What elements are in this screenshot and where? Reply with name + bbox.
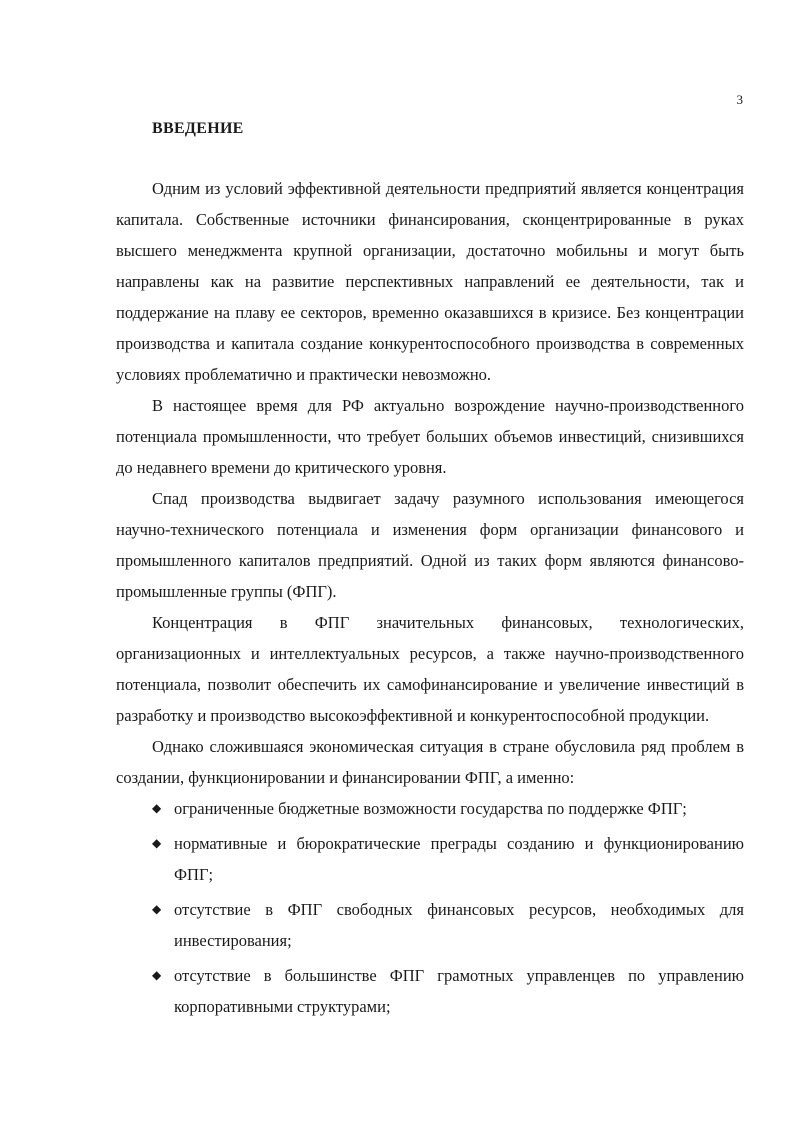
paragraph: Спад производства выдвигает задачу разумного использования имеющегося научно-технического потенциала и изменения форм организации финансового и промышленного капиталов предприятий. Одной из таких форм являются финансово-промышленные группы (ФПГ).	[116, 489, 744, 601]
list-item-text: отсутствие в большинстве ФПГ грамотных управленцев по управлению корпоративными структурами;	[174, 966, 744, 1016]
list-item-text: отсутствие в ФПГ свободных финансовых ресурсов, необходимых для инвестирования;	[174, 900, 744, 950]
list-item	[116, 960, 744, 1022]
list-item	[116, 828, 744, 890]
diamond-bullet-icon: ◆	[152, 902, 162, 916]
page-number: 3	[736, 92, 743, 107]
diamond-bullet-icon: ◆	[152, 801, 162, 815]
bullet-list	[116, 793, 744, 1022]
paragraph: В настоящее время для РФ актуально возрождение научно-производственного потенциала промышленности, что требует больших объемов инвестиций, снизившихся до недавнего времени до критического уровня.	[116, 396, 744, 477]
page-title: ВВЕДЕНИЕ	[152, 120, 244, 137]
diamond-bullet-icon: ◆	[152, 836, 162, 850]
list-item	[116, 793, 744, 824]
list-item	[116, 894, 744, 956]
list-item-text: ограниченные бюджетные возможности государства по поддержке ФПГ;	[174, 799, 687, 818]
paragraph: Концентрация в ФПГ значительных финансовых, технологических, организационных и интеллектуальных ресурсов, а также научно-производственного потенциала, позволит обеспечить их самофинансирование и увеличение инвестиций в разработку и производство высокоэффективной и конкурентоспособной продукции.	[116, 613, 744, 725]
diamond-bullet-icon: ◆	[152, 968, 162, 982]
body-text	[116, 173, 744, 1026]
paragraph: Одним из условий эффективной деятельности предприятий является концентрация капитала. Собственные источники финансирования, сконцентрированные в руках высшего менеджмента крупной организации, достаточно мобильны и могут быть направлены как на развитие перспективных направлений ее деятельности, так и поддержание на плаву ее секторов, временно оказавшихся в кризисе. Без концентрации производства и капитала создание конкурентоспособного производства в современных условиях проблематично и практически невозможно.	[116, 179, 744, 384]
list-item-text: нормативные и бюрократические преграды созданию и функционированию ФПГ;	[174, 834, 744, 884]
paragraph: Однако сложившаяся экономическая ситуация в стране обусловила ряд проблем в создании, функционировании и финансировании ФПГ, а именно:	[116, 737, 744, 787]
